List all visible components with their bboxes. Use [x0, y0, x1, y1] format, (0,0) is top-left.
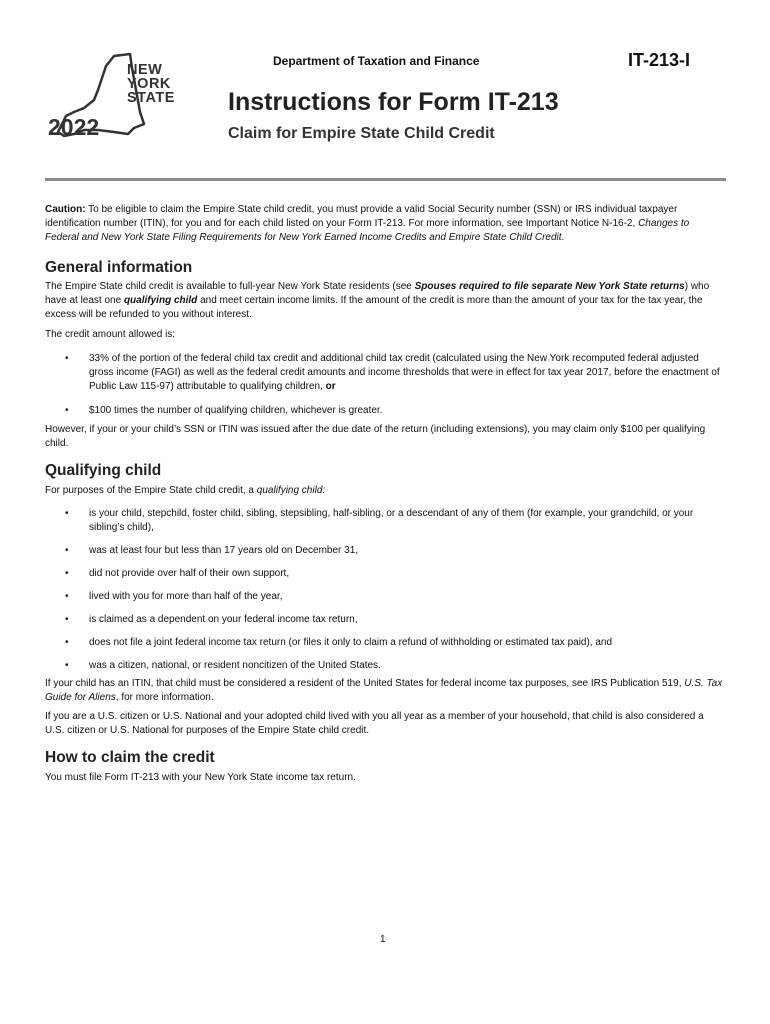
- department-name: Department of Taxation and Finance: [273, 54, 480, 68]
- page-number: 1: [380, 934, 386, 945]
- list-item: • is your child, stepchild, foster child, sibling, stepsibling, half-sibling, or a descendant of any of them (for example, your grandchild, or your sibling’s child),: [65, 508, 694, 533]
- notice-n-16-2-link[interactable]: N-16-2: [601, 218, 633, 229]
- credit-amount-list: [45, 352, 725, 418]
- bullet-icon: •: [65, 545, 69, 556]
- qualifying-intro: For purposes of the Empire State child credit, a qualifying child:: [45, 485, 326, 496]
- list-item: • $100 times the number of qualifying children, whichever is greater.: [65, 405, 383, 416]
- document-body: [45, 203, 725, 785]
- page-subtitle: Claim for Empire State Child Credit: [228, 125, 495, 142]
- list-item: • does not file a joint federal income tax return (or files it only to claim a refund of withholding or estimated tax paid), and: [65, 637, 613, 648]
- general-paragraph: The Empire State child credit is available to full-year New York State residents (see Spouses required to file separate New York State returns) who have at least one qualifying child and meet certain income limits. If the amount of the credit is more than the amount of your tax for the tax year, the excess will be refunded to you without interest.: [45, 281, 710, 320]
- bullet-icon: •: [65, 353, 69, 364]
- bullet-icon: •: [65, 591, 69, 602]
- how-to-claim-heading: How to claim the credit: [45, 749, 215, 766]
- general-information-heading: General information: [45, 259, 193, 276]
- list-item: • was a citizen, national, or resident noncitizen of the United States.: [65, 660, 381, 671]
- list-item: • lived with you for more than half of the year,: [65, 591, 283, 602]
- bullet-icon: •: [65, 660, 69, 671]
- logo-wordmark: NEW YORK STATE: [127, 62, 175, 106]
- form-it213-link[interactable]: Form IT-213: [348, 218, 403, 229]
- logo-year: 2022: [48, 114, 100, 140]
- bullet-icon: •: [65, 637, 69, 648]
- form-id: IT-213-I: [628, 50, 691, 70]
- itin-paragraph: If your child has an ITIN, that child must be considered a resident of the United States for federal income tax purposes, see IRS Publication 519, U.S. Tax Guide for Aliens, for more information.: [45, 678, 723, 703]
- caution-paragraph: Caution: To be eligible to claim the Empire State child credit, you must provide a valid Social Security number (SSN) or IRS individual taxpayer identification number (ITIN), for you and for each child listed on your Form IT-213. For more information, see Important Notice N-16-2, Changes to Federal and New York State Filing Requirements for New York Earned Income Credits and Empire State Child Credit.: [45, 204, 690, 243]
- bullet-icon: •: [65, 614, 69, 625]
- list-item: • 33% of the portion of the federal child tax credit and additional child tax credit (calculated using the New York recomputed federal adjusted gross income (FAGI) as well as the federal credit amounts and income thresholds that were in effect for tax year 2017, before the enactment of Public Law 115-97) attributable to qualifying children, or: [65, 353, 720, 392]
- qualifying-child-heading: Qualifying child: [45, 462, 162, 479]
- ssn-itin-paragraph: However, if your or your child’s SSN or ITIN was issued after the due date of the return (including extensions), you may claim only $100 per qualifying child.: [45, 424, 706, 449]
- header-divider: [45, 178, 726, 181]
- page-title: Instructions for Form IT-213: [228, 88, 559, 116]
- qualifying-criteria-list: [45, 507, 725, 673]
- list-item: • is claimed as a dependent on your federal income tax return,: [65, 614, 358, 625]
- bullet-icon: •: [65, 568, 69, 579]
- how-to-claim-paragraph: You must file Form IT-213 with your New York State income tax return.: [45, 772, 356, 783]
- list-item: • did not provide over half of their own support,: [65, 568, 290, 579]
- citizen-paragraph: If you are a U.S. citizen or U.S. National and your adopted child lived with you all year as a member of your household, that child is also considered a U.S. citizen or U.S. National for purposes of the Empire State child credit.: [45, 711, 704, 736]
- publication-519-link[interactable]: Publication 519: [610, 678, 679, 689]
- bullet-icon: •: [65, 508, 69, 519]
- nys-logo: [44, 50, 194, 150]
- bullet-icon: •: [65, 405, 69, 416]
- credit-amount-intro: The credit amount allowed is:: [45, 329, 176, 340]
- list-item: • was at least four but less than 17 years old on December 31,: [65, 545, 359, 556]
